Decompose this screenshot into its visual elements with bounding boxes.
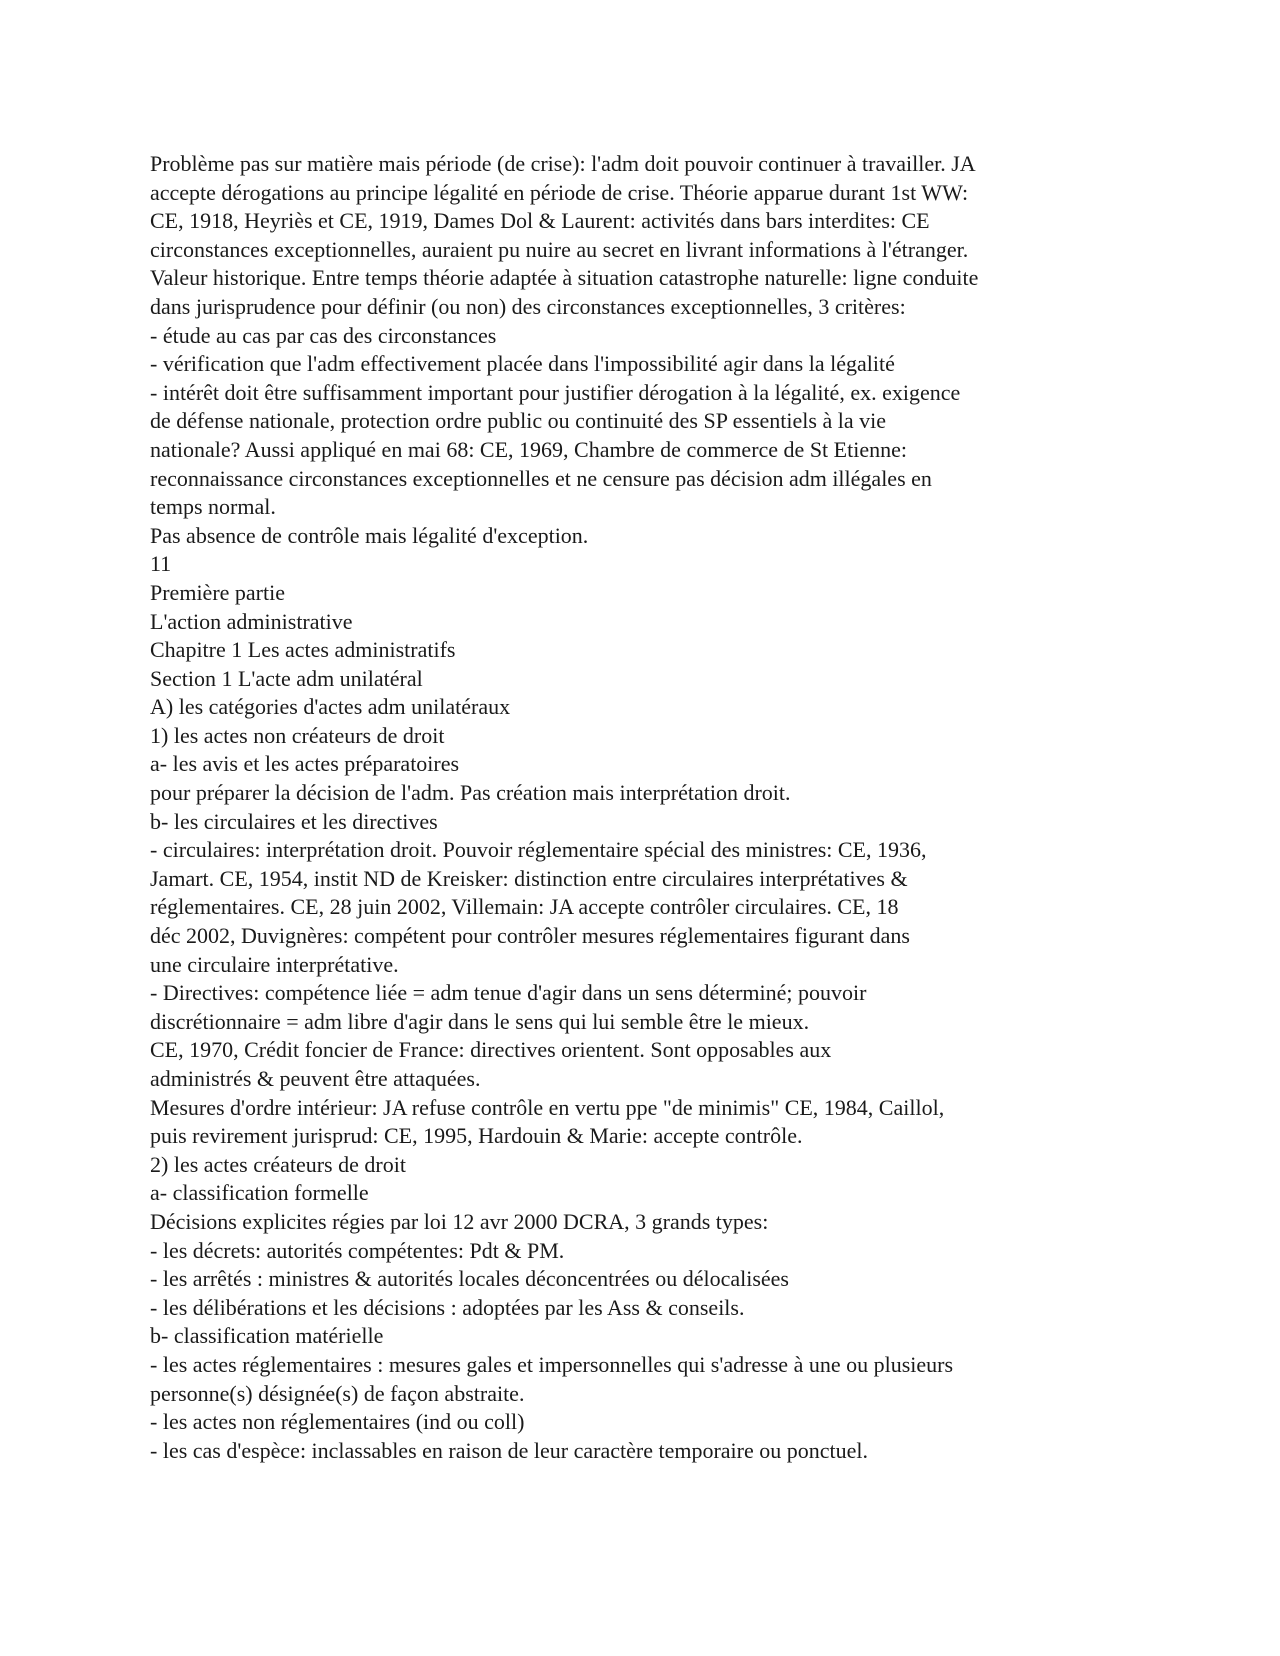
text-line: circonstances exceptionnelles, auraient pu nuire au secret en livrant informations à l'étranger.: [150, 236, 969, 262]
text-line: réglementaires. CE, 28 juin 2002, Villemain: JA accepte contrôler circulaires. CE, 18: [150, 894, 899, 920]
document-text: [150, 150, 1150, 1465]
text-line: Jamart. CE, 1954, instit ND de Kreisker: distinction entre circulaires interprétatives &: [150, 865, 908, 891]
part-title: L'action administrative: [150, 608, 353, 634]
subsection-heading: a- les avis et les actes préparatoires: [150, 751, 460, 777]
subsection-heading: b- les circulaires et les directives: [150, 808, 438, 834]
text-line: puis revirement jurisprud: CE, 1995, Hardouin & Marie: accepte contrôle.: [150, 1123, 803, 1149]
page-number: 11: [150, 551, 172, 577]
text-line: déc 2002, Duvignères: compétent pour contrôler mesures réglementaires figurant dans: [150, 923, 910, 949]
text-line: discrétionnaire = adm libre d'agir dans le sens qui lui semble être le mieux.: [150, 1008, 810, 1034]
text-line: - les actes réglementaires : mesures gales et impersonnelles qui s'adresse à une ou plusieurs: [150, 1351, 954, 1377]
text-line: - les cas d'espèce: inclassables en raison de leur caractère temporaire ou ponctuel.: [150, 1437, 869, 1463]
text-line: nationale? Aussi appliqué en mai 68: CE, 1969, Chambre de commerce de St Etienne:: [150, 436, 907, 462]
subsection-heading: 2) les actes créateurs de droit: [150, 1151, 406, 1177]
text-line: une circulaire interprétative.: [150, 951, 399, 977]
text-line: - étude au cas par cas des circonstances: [150, 322, 497, 348]
text-line: - circulaires: interprétation droit. Pouvoir réglementaire spécial des ministres: CE, 1936,: [150, 837, 927, 863]
text-line: administrés & peuvent être attaquées.: [150, 1066, 481, 1091]
subsection-heading: a- classification formelle: [150, 1180, 369, 1206]
text-line: Pas absence de contrôle mais légalité d'exception.: [150, 522, 589, 548]
section-heading: Section 1 L'acte adm unilatéral: [150, 665, 423, 691]
text-line: de défense nationale, protection ordre public ou continuité des SP essentiels à la vie: [150, 408, 886, 434]
text-line: - Directives: compétence liée = adm tenue d'agir dans un sens déterminé; pouvoir: [150, 980, 867, 1006]
text-line: CE, 1918, Heyriès et CE, 1919, Dames Dol & Laurent: activités dans bars interdites: CE: [150, 208, 930, 234]
chapter-heading: Chapitre 1 Les actes administratifs: [150, 637, 456, 663]
subsection-heading: 1) les actes non créateurs de droit: [150, 722, 445, 748]
text-line: Décisions explicites régies par loi 12 avr 2000 DCRA, 3 grands types:: [150, 1208, 769, 1234]
text-line: pour préparer la décision de l'adm. Pas création mais interprétation droit.: [150, 780, 791, 806]
text-line: dans jurisprudence pour définir (ou non) des circonstances exceptionnelles, 3 critères:: [150, 293, 906, 319]
text-line: reconnaissance circonstances exceptionnelles et ne censure pas décision adm illégales en: [150, 465, 932, 491]
text-line: Mesures d'ordre intérieur: JA refuse contrôle en vertu ppe "de minimis" CE, 1984, Caillol,: [150, 1094, 945, 1120]
text-line: - intérêt doit être suffisamment important pour justifier dérogation à la légalité, ex. exigence: [150, 379, 961, 405]
text-line: - les arrêtés : ministres & autorités locales déconcentrées ou délocalisées: [150, 1266, 789, 1292]
text-line: - les délibérations et les décisions : adoptées par les Ass & conseils.: [150, 1294, 745, 1320]
text-line: temps normal.: [150, 494, 276, 520]
text-line: CE, 1970, Crédit foncier de France: directives orientent. Sont opposables aux: [150, 1037, 832, 1063]
text-line: accepte dérogations au principe légalité en période de crise. Théorie apparue durant 1st WW:: [150, 179, 969, 205]
subsection-heading: b- classification matérielle: [150, 1323, 384, 1349]
text-line: - vérification que l'adm effectivement placée dans l'impossibilité agir dans la légalité: [150, 351, 895, 377]
text-line: - les actes non réglementaires (ind ou coll): [150, 1409, 525, 1435]
part-heading: Première partie: [150, 579, 285, 605]
subsection-heading: A) les catégories d'actes adm unilatéraux: [150, 694, 511, 720]
text-line: Problème pas sur matière mais période (de crise): l'adm doit pouvoir continuer à travailler. JA: [150, 151, 976, 176]
text-line: Valeur historique. Entre temps théorie adaptée à situation catastrophe naturelle: ligne conduite: [150, 265, 979, 291]
text-line: - les décrets: autorités compétentes: Pdt & PM.: [150, 1237, 565, 1263]
text-line: personne(s) désignée(s) de façon abstraite.: [150, 1380, 525, 1406]
